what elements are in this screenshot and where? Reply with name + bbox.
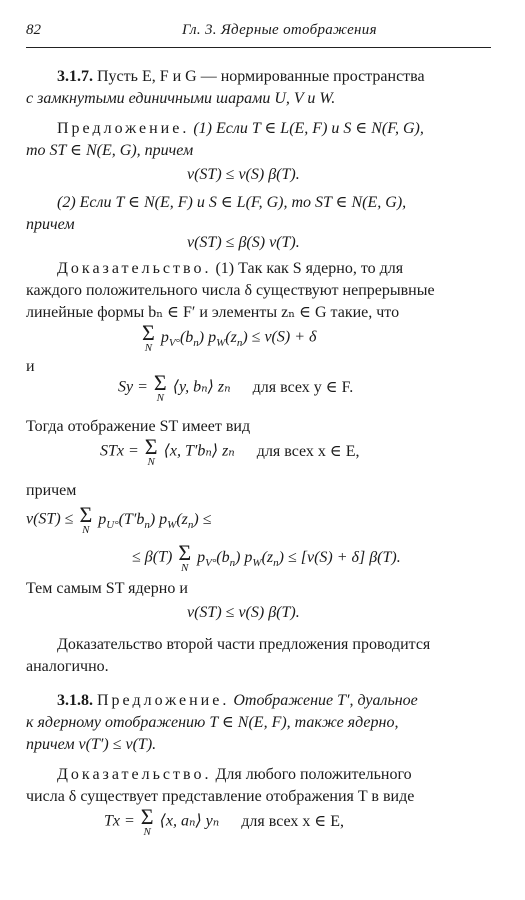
- proof-318-line2: числа δ существует представление отображения T в виде: [26, 788, 415, 805]
- conclusion-line1: Доказательство второй части предложения проводится: [57, 636, 431, 653]
- formula-4-lhs: Sy =: [118, 378, 148, 396]
- proposition-317-line1: [57, 118, 424, 140]
- proof-text: (1) Так как S ядерно, то для: [215, 260, 404, 277]
- proposition-318-text: Отображение T′, дуальное: [233, 692, 418, 709]
- formula-8-tail: для всех x ∈ E,: [241, 812, 345, 830]
- sum-symbol: Σ N: [144, 434, 158, 468]
- formula-6-line2-lhs: ≤ β(T): [132, 548, 173, 566]
- formula-8-lhs: Tx =: [104, 812, 135, 830]
- formula-6-line1-lhs: ν(ST) ≤: [26, 510, 74, 528]
- section-318-line1: [57, 690, 418, 712]
- sum-symbol: Σ N: [79, 502, 93, 536]
- proof-317-line1: [57, 258, 403, 280]
- section-317-number: 3.1.7.: [57, 68, 93, 85]
- section-318-number: 3.1.8.: [57, 692, 93, 709]
- proof-label: Доказательство.: [57, 766, 212, 783]
- formula-3-rhs: ≤ ν(S) + δ: [251, 328, 317, 346]
- formula-5-lhs: STx =: [100, 442, 139, 460]
- page-number: 82: [26, 22, 41, 38]
- sum-symbol: Σ N: [153, 370, 167, 404]
- section-317-intro-line1: [57, 66, 425, 88]
- proposition-317-line2: то ST ∈ N(E, G), причем: [26, 142, 194, 159]
- formula-7: ν(ST) ≤ ν(S) β(T).: [187, 604, 300, 621]
- word-where: причем: [26, 482, 77, 499]
- formula-5: [100, 436, 360, 468]
- formula-5-mid: ⟨x, T′bₙ⟩ zₙ: [163, 442, 235, 460]
- formula-8-mid: ⟨x, aₙ⟩ yₙ: [159, 812, 220, 830]
- formula-2: ν(ST) ≤ β(S) ν(T).: [187, 234, 300, 251]
- formula-6-line2: ≤ β(T) Σ N $p_{V^\circ}(b_n) p_W(z_n) \le [\nu(S) + \delta]$ β(T).: [132, 540, 401, 574]
- section-317-intro-text: Пусть E, F и G — нормированные пространства: [97, 68, 425, 85]
- formula-1: ν(ST) ≤ ν(S) β(T).: [187, 166, 300, 183]
- proposition-label: Предложение.: [97, 692, 230, 709]
- section-317-intro-line2: с замкнутыми единичными шарами U, V и W.: [26, 90, 336, 107]
- proposition-317-part2-line2: причем: [26, 216, 75, 233]
- line-then: Тогда отображение ST имеет вид: [26, 418, 251, 435]
- word-and: и: [26, 358, 35, 375]
- header-rule: [26, 47, 491, 48]
- proof-317-line3: линейные формы bₙ ∈ F′ и элементы zₙ ∈ G такие, что: [26, 304, 400, 321]
- proposition-label: Предложение.: [57, 120, 190, 137]
- proposition-317-part2-line1: (2) Если T ∈ N(E, F) и S ∈ L(F, G), то ST ∈ N(E, G),: [57, 194, 407, 211]
- page-header: [26, 22, 491, 48]
- line-thus: Тем самым ST ядерно и: [26, 580, 188, 597]
- sum-symbol: Σ N: [140, 804, 154, 838]
- sum-symbol: Σ N: [142, 320, 155, 354]
- formula-3: Σ N $p_{V^\circ}(b_n) p_W(z_n) \le \nu(S) + \delta$: [142, 320, 317, 354]
- chapter-title: Гл. 3. Ядерные отображения: [182, 22, 377, 38]
- conclusion-line2: аналогично.: [26, 658, 109, 675]
- section-318-line3: причем ν(T′) ≤ ν(T).: [26, 736, 157, 753]
- formula-4: [118, 372, 353, 404]
- proposition-text: (1) Если T ∈ L(E, F) и S ∈ N(F, G),: [193, 120, 424, 137]
- proof-318-text: Для любого положительного: [215, 766, 412, 783]
- formula-8: [104, 806, 344, 838]
- formula-5-tail: для всех x ∈ E,: [256, 442, 360, 460]
- proof-317-line2: каждого положительного числа δ существуют непрерывные: [26, 282, 435, 299]
- sum-symbol: Σ N: [178, 540, 192, 574]
- section-318-line2: к ядерному отображению T ∈ N(E, F), также ядерно,: [26, 714, 399, 731]
- proof-318-line1: [57, 764, 412, 786]
- proof-label: Доказательство.: [57, 260, 212, 277]
- formula-6-line1: ν(ST) ≤ Σ N $p_{U^\circ}(T'b_n) p_W(z_n)$ ≤: [26, 502, 212, 536]
- formula-4-tail: для всех y ∈ F.: [252, 378, 354, 396]
- formula-4-mid: ⟨y, bₙ⟩ zₙ: [172, 378, 231, 396]
